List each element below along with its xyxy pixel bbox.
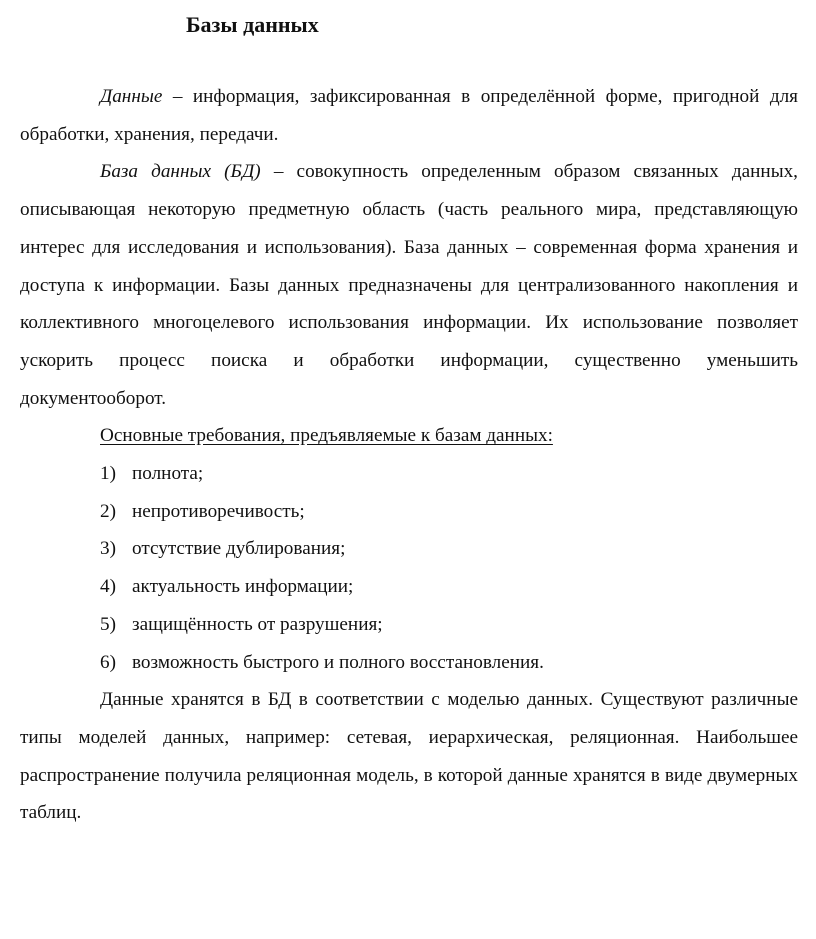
definition-text: – информация, зафиксированная в определённой форме, пригодной для обработки, хранения, передачи.	[20, 86, 798, 145]
definition-database-paragraph	[20, 153, 798, 417]
requirements-heading-text: Основные требования, предъявляемые к базам данных:	[100, 425, 553, 447]
list-item-number: 3)	[100, 538, 116, 560]
list-item	[20, 530, 798, 568]
definition-data-paragraph	[20, 78, 798, 153]
definition-text: – совокупность определенным образом связанных данных, описывающая некоторую предметную область (часть реального мира, представляющую интерес для исследования и использования). База данных – современная форма хранения и доступа к информации. Базы данных предназначены для централизованного накопления и коллективного многоцелевого использования информации. Их использование позволяет ускорить процесс поиска и обработки информации, существенно уменьшить документооборот.	[20, 161, 798, 409]
list-item-number: 5)	[100, 613, 116, 635]
list-item	[20, 493, 798, 531]
list-item-text: актуальность информации;	[132, 576, 354, 598]
definition-term: База данных (БД)	[100, 161, 261, 183]
requirements-heading	[20, 417, 798, 455]
closing-paragraph: Данные хранятся в БД в соответствии с моделью данных. Существуют различные типы моделей данных, например: сетевая, иерархическая, реляционная. Наибольшее распространение получила реляционная модель, в которой данные хранятся в виде двумерных таблиц.	[20, 689, 798, 824]
list-item-text: полнота;	[132, 463, 204, 485]
list-item	[20, 644, 798, 682]
list-item-number: 2)	[100, 500, 116, 522]
list-item-text: защищённость от разрушения;	[132, 613, 383, 635]
list-item-text: отсутствие дублирования;	[132, 538, 346, 560]
document-body	[20, 78, 798, 832]
definition-term: Данные	[100, 86, 163, 107]
list-item-number: 4)	[100, 576, 116, 598]
list-item-number: 1)	[100, 463, 116, 485]
list-item-text: непротиворечивость;	[132, 500, 305, 522]
list-item	[20, 606, 798, 644]
list-item-number: 6)	[100, 651, 116, 673]
document-title: Базы данных	[186, 12, 319, 37]
list-item-text: возможность быстрого и полного восстановления.	[132, 651, 544, 673]
list-item	[20, 455, 798, 493]
requirements-list	[20, 455, 798, 681]
list-item	[20, 568, 798, 606]
